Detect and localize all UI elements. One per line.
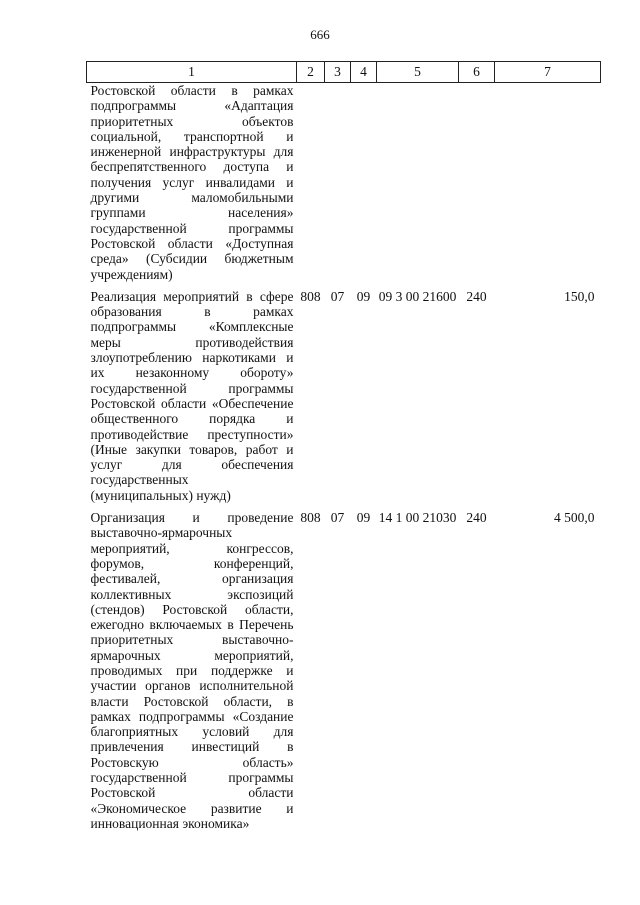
column-header-7: 7 — [495, 62, 601, 83]
row-ved — [297, 83, 325, 282]
row-csr — [377, 83, 459, 282]
table-row — [87, 83, 601, 282]
header-row — [87, 62, 601, 83]
row-amount: 4 500,0 — [554, 510, 595, 526]
row-amount: 150,0 — [564, 288, 595, 304]
row-amount — [495, 83, 601, 282]
column-header-4: 4 — [351, 62, 377, 83]
row-rz — [325, 83, 351, 282]
table-body — [87, 83, 601, 832]
row-ved: 808 — [300, 510, 321, 526]
row-pr: 09 — [356, 510, 371, 526]
column-header-1: 1 — [87, 62, 297, 83]
row-description: Реализация мероприятий в сфере образования в рамках подпрограммы «Комплексные меры противодействия злоупотреблению наркотиками и их незаконному обороту» государственной программы Ростовской области «Обеспечение общественного порядка и противодействие преступности» (Иные закупки товаров, работ и услуг для обеспечения государственных (муниципальных) нужд) — [90, 288, 294, 503]
budget-table — [86, 61, 601, 831]
row-vr: 240 — [466, 510, 487, 526]
column-header-3: 3 — [325, 62, 351, 83]
page-number: 666 — [310, 27, 330, 42]
row-description: Ростовской области в рамках подпрограммы «Адаптация приоритетных объектов социальной, транспортной и инженерной инфраструктуры для беспрепятственного доступа и получения услуг инвалидами и другими маломобильными группами населения» государственной программы Ростовской области «Доступная среда» (Субсидии бюджетным учреждениям) — [90, 83, 294, 282]
row-ved: 808 — [300, 288, 321, 304]
row-description: Организация и проведение выставочно-ярмарочных мероприятий, конгрессов, форумов, конференций, фестивалей, организация коллективных экспозиций (стендов) Ростовской области, ежегодно включаемых в Перечень приоритетных выставочно-ярмарочных мероприятий, проводимых при поддержке и участии органов исполнительной власти Ростовской области, в рамках подпрограммы «Создание благоприятных условий для привлечения инвестиций в Ростовскую область» государственной программы Ростовской области «Экономическое развитие и инновационная экономика» — [90, 510, 294, 831]
column-header-5: 5 — [377, 62, 459, 83]
row-rz: 07 — [330, 510, 345, 526]
row-vr — [459, 83, 495, 282]
row-csr: 14 1 00 21030 — [378, 510, 457, 526]
row-vr: 240 — [466, 288, 487, 304]
column-header-2: 2 — [297, 62, 325, 83]
row-pr: 09 — [356, 288, 371, 304]
row-rz: 07 — [330, 288, 345, 304]
row-csr: 09 3 00 21600 — [378, 288, 457, 304]
table-row — [87, 282, 601, 503]
column-header-6: 6 — [459, 62, 495, 83]
table-header — [87, 62, 601, 83]
table-row — [87, 503, 601, 831]
row-pr — [351, 83, 377, 282]
